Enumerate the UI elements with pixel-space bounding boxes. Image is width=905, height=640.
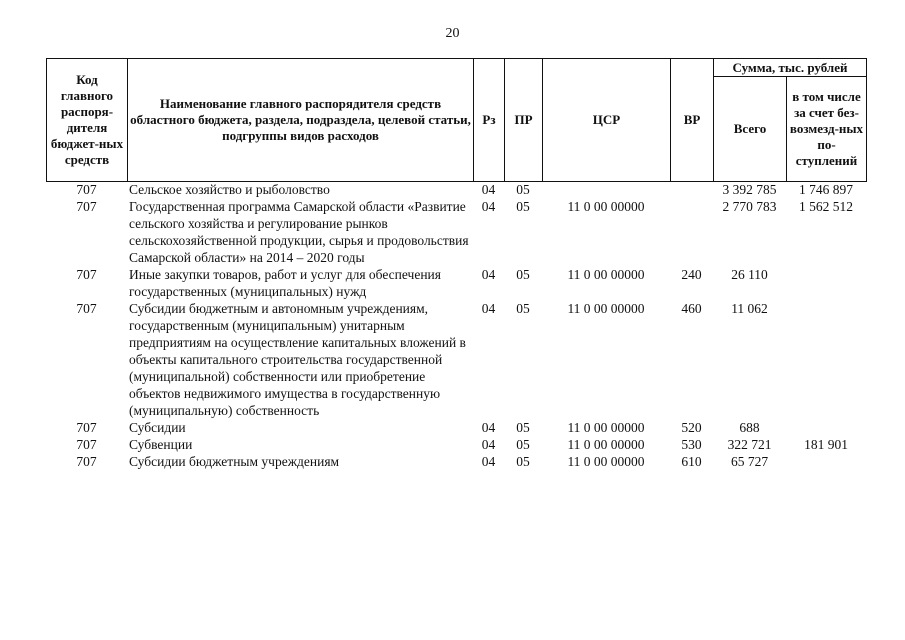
cell-vr: 520 <box>681 420 702 435</box>
table-row <box>46 419 866 436</box>
header-vr: ВР <box>671 59 714 182</box>
cell-pr: 05 <box>516 301 530 316</box>
cell-code: 707 <box>76 454 97 469</box>
cell-pr: 05 <box>516 437 530 452</box>
cell-code: 707 <box>76 267 97 282</box>
cell-rz: 04 <box>481 301 496 316</box>
cell-csr: 11 0 00 00000 <box>567 437 645 452</box>
cell-name: Субвенции <box>129 437 193 452</box>
budget-table-body <box>46 181 866 470</box>
cell-rz: 04 <box>481 454 496 469</box>
cell-total: 11 062 <box>731 301 768 316</box>
cell-pr: 05 <box>516 182 530 197</box>
cell-including: 1 746 897 <box>799 182 853 197</box>
cell-total: 2 770 783 <box>722 199 777 214</box>
cell-code: 707 <box>76 301 97 316</box>
cell-pr: 05 <box>516 267 530 282</box>
cell-rz: 04 <box>481 199 496 214</box>
table-row <box>46 198 866 266</box>
cell-code: 707 <box>76 199 97 214</box>
header-code: Код главного распоря-дителя бюджет-ных средств <box>47 59 128 182</box>
cell-csr: 11 0 00 00000 <box>567 199 645 214</box>
cell-total: 322 721 <box>727 437 772 452</box>
cell-pr: 05 <box>516 199 530 214</box>
cell-total: 65 727 <box>730 454 769 469</box>
cell-name: Субсидии бюджетным учреждениям <box>129 454 340 469</box>
cell-including <box>786 266 866 300</box>
cell-including <box>786 419 866 436</box>
cell-including <box>786 453 866 470</box>
cell-including <box>786 300 866 419</box>
cell-rz: 04 <box>481 182 496 197</box>
table-row <box>46 266 866 300</box>
header-pr: ПР <box>505 59 543 182</box>
header-including: в том числе за счет без-возмезд-ных по-ступлений <box>787 77 867 182</box>
cell-name: Сельское хозяйство и рыболовство <box>129 182 330 197</box>
table-row <box>46 300 866 419</box>
table-row <box>46 436 866 453</box>
cell-pr: 05 <box>516 420 530 435</box>
cell-vr <box>670 198 713 266</box>
cell-code: 707 <box>76 437 97 452</box>
cell-csr: 11 0 00 00000 <box>567 267 645 282</box>
page-number: 20 <box>445 26 460 41</box>
cell-code: 707 <box>76 182 97 197</box>
cell-pr: 05 <box>516 454 530 469</box>
cell-total: 3 392 785 <box>722 182 777 197</box>
header-name: Наименование главного распорядителя средств областного бюджета, раздела, подраздела, целевой статьи, подгруппы видов расходов <box>128 59 474 182</box>
cell-vr: 460 <box>681 301 702 316</box>
cell-including: 181 901 <box>804 437 848 452</box>
header-rz: Рз <box>474 59 505 182</box>
cell-name: Иные закупки товаров, работ и услуг для обеспечения государственных (муниципальных) нужд <box>129 267 441 299</box>
budget-table-header <box>46 58 867 182</box>
cell-vr <box>670 181 713 198</box>
cell-rz: 04 <box>481 420 496 435</box>
cell-csr <box>542 181 670 198</box>
cell-vr: 530 <box>681 437 702 452</box>
cell-vr: 240 <box>681 267 702 282</box>
cell-name: Субсидии бюджетным и автономным учреждениям, государственным (муниципальным) унитарным предприятиям на осуществление капитальных вложений в объекты капитального строительства государственной (муниципальной) собственности или приобретение объектов недвижимого имущества в государственную (муниципальную) собственность <box>129 301 466 418</box>
table-row <box>46 453 866 470</box>
header-total: Всего <box>714 77 787 182</box>
cell-rz: 04 <box>481 267 496 282</box>
cell-name: Государственная программа Самарской области «Развитие сельского хозяйства и регулирование рынков сельскохозяйственной продукции, сырья и продовольствия Самарской области» на 2014 – 2020 годы <box>129 199 469 265</box>
cell-rz: 04 <box>481 437 496 452</box>
cell-csr: 11 0 00 00000 <box>567 301 645 316</box>
cell-vr: 610 <box>681 454 702 469</box>
cell-including: 1 562 512 <box>799 199 853 214</box>
cell-csr: 11 0 00 00000 <box>567 454 645 469</box>
cell-code: 707 <box>76 420 97 435</box>
cell-name: Субсидии <box>129 420 186 435</box>
cell-csr: 11 0 00 00000 <box>567 420 645 435</box>
cell-total: 26 110 <box>731 267 768 282</box>
table-row <box>46 181 866 198</box>
cell-total: 688 <box>739 420 760 435</box>
header-sum: Сумма, тыс. рублей <box>714 59 867 77</box>
header-csr: ЦСР <box>543 59 671 182</box>
